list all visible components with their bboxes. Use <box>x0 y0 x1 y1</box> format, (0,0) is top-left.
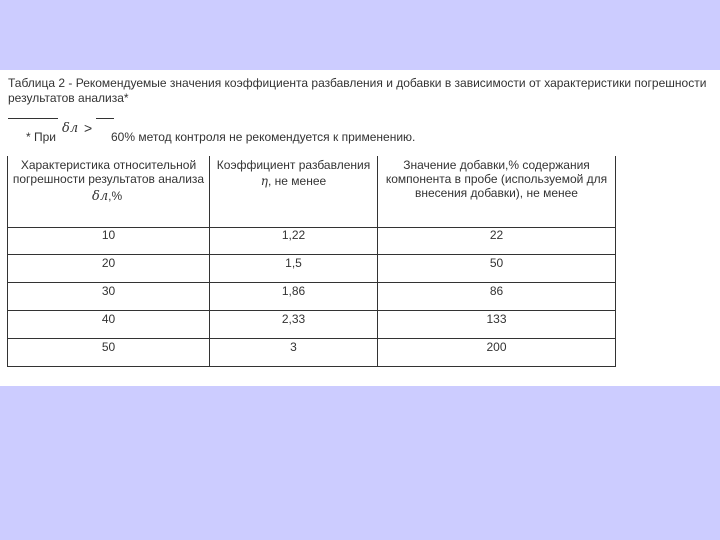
header-dilution-coefficient <box>210 158 377 188</box>
separator-rule <box>8 118 58 119</box>
table-cell: 30 <box>101 284 116 298</box>
header-col1-text: Характеристика относительной погрешности результатов анализа <box>12 158 205 186</box>
document-sheet <box>0 70 720 386</box>
table-cell: 1,5 <box>285 256 302 270</box>
header-col2-symbol: η <box>260 174 268 188</box>
footnote-text: 60% метод контроля не рекомендуется к применению. <box>111 130 416 144</box>
greater-than-sign: > <box>84 120 93 136</box>
data-table <box>7 156 616 367</box>
table-cell: 133 <box>486 312 507 326</box>
header-col2-suffix: , не менее <box>268 174 327 188</box>
table-cell: 3 <box>290 340 297 354</box>
table-cell: 10 <box>101 228 116 242</box>
table-cell: 1,86 <box>281 284 306 298</box>
table-caption <box>8 76 713 106</box>
table-cell: 50 <box>101 340 116 354</box>
table-cell: 2,33 <box>281 312 306 326</box>
separator-rule <box>96 118 114 119</box>
header-col2-text: Коэффициент разбавления <box>216 158 371 172</box>
header-error-characteristic <box>8 158 209 204</box>
header-additive-value <box>378 158 615 200</box>
table-cell: 50 <box>489 256 504 270</box>
table-cell: 86 <box>489 284 504 298</box>
table-cell: 1,22 <box>281 228 306 242</box>
header-col3-text: Значение добавки,% содержания компонента в пробе (используемой для внесения добавки), не менее <box>385 158 608 200</box>
header-col1-suffix: ,% <box>108 189 123 203</box>
header-col1-symbol: δл <box>92 189 109 204</box>
caption-line-2: результатов анализа* <box>8 91 129 105</box>
table-cell: 20 <box>101 256 116 270</box>
caption-line-1: Таблица 2 - Рекомендуемые значения коэффициента разбавления и добавки в зависимости от характеристики погрешности <box>8 76 707 90</box>
footnote-prefix: * При <box>26 130 57 144</box>
table-cell: 200 <box>486 340 507 354</box>
table-cell: 40 <box>101 312 116 326</box>
delta-symbol: δл <box>62 121 79 136</box>
table-cell: 22 <box>489 228 504 242</box>
